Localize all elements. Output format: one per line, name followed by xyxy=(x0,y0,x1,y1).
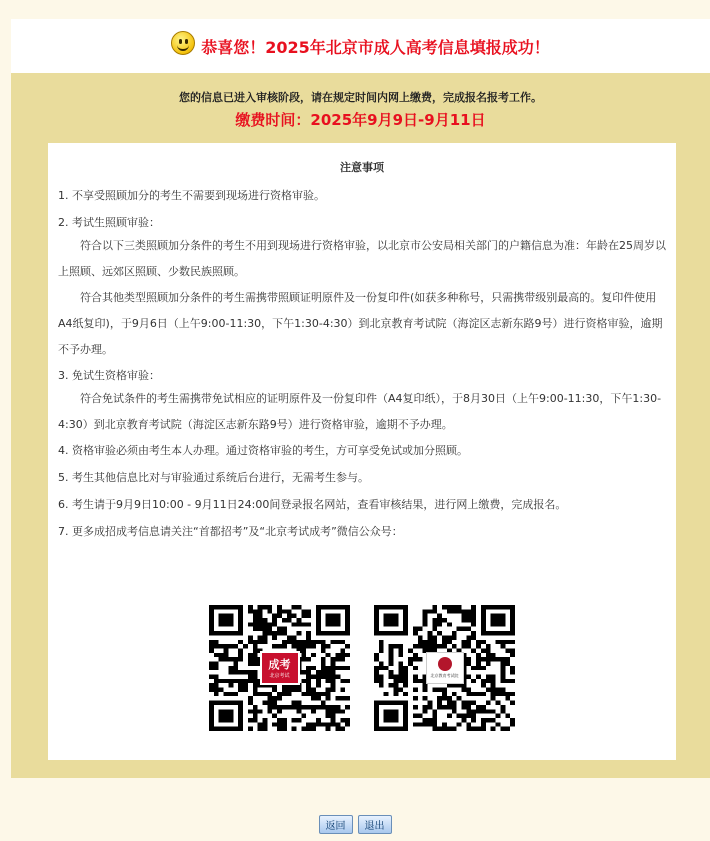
qr-code-row xyxy=(48,605,676,731)
note-item-2: 2. 考试生照顾审验： xyxy=(58,216,160,229)
payment-period: 缴费时间：2025年9月9日-9月11日 xyxy=(235,111,486,129)
note-item-3: 3. 免试生资格审验： xyxy=(58,369,160,382)
success-header xyxy=(11,19,710,73)
qr-code-beijing-kaoshi xyxy=(374,605,515,731)
note-item-6: 6. 考生请于9月9日10:00 - 9月11日24:00间登录报名网站，查看审核结果，进行网上缴费，完成报名。 xyxy=(58,498,567,511)
note-item-1: 1. 不享受照顾加分的考生不需要到现场进行资格审验。 xyxy=(58,189,325,202)
notes-box xyxy=(48,143,676,760)
note-item-4: 4. 资格审验必须由考生本人办理。通过资格审验的考生，方可享受免试或加分照顾。 xyxy=(58,444,468,457)
back-button[interactable]: 返回 xyxy=(319,815,353,834)
review-notice: 您的信息已进入审核阶段，请在规定时间内网上缴费，完成报名报考工作。 xyxy=(179,91,542,104)
success-title: 恭喜您！2025年北京市成人高考信息填报成功！ xyxy=(201,37,550,57)
beijing-exam-logo-icon: 北京教育考试院 xyxy=(426,652,464,684)
status-panel xyxy=(11,73,710,778)
note-item-2-para-2: 符合其他类型照顾加分条件的考生需携带照顾证明原件及一份复印件(如获多种称号，只需携带级别最高的。复印件使用A4纸复印)，于9月6日（上午9:00-11:30，下午1:30-4:30）到北京教育考试院（海淀区志新东路9号）进行资格审验，逾期不予办理。 xyxy=(58,291,663,356)
notes-title: 注意事项 xyxy=(340,161,384,174)
qr-code-shoudu-zhaokao xyxy=(209,605,350,731)
smiley-icon xyxy=(171,31,195,55)
chengkao-logo-icon: 成考 北京考试 xyxy=(260,651,300,685)
note-item-2-para-1: 符合以下三类照顾加分条件的考生不用到现场进行资格审验，以北京市公安局相关部门的户籍信息为准：年龄在25周岁以上照顾、远郊区照顾、少数民族照顾。 xyxy=(58,239,666,278)
note-item-5: 5. 考生其他信息比对与审验通过系统后台进行，无需考生参与。 xyxy=(58,471,369,484)
action-buttons xyxy=(0,815,710,834)
exit-button[interactable]: 退出 xyxy=(358,815,392,834)
note-item-7: 7. 更多成招成考信息请关注“首都招考”及“北京考试成考”微信公众号： xyxy=(58,525,403,538)
note-item-3-para-1: 符合免试条件的考生需携带免试相应的证明原件及一份复印件（A4复印纸），于8月30日（上午9:00-11:30，下午1:30-4:30）到北京教育考试院（海淀区志新东路9号）进行资格审验，逾期不予办理。 xyxy=(58,392,662,431)
